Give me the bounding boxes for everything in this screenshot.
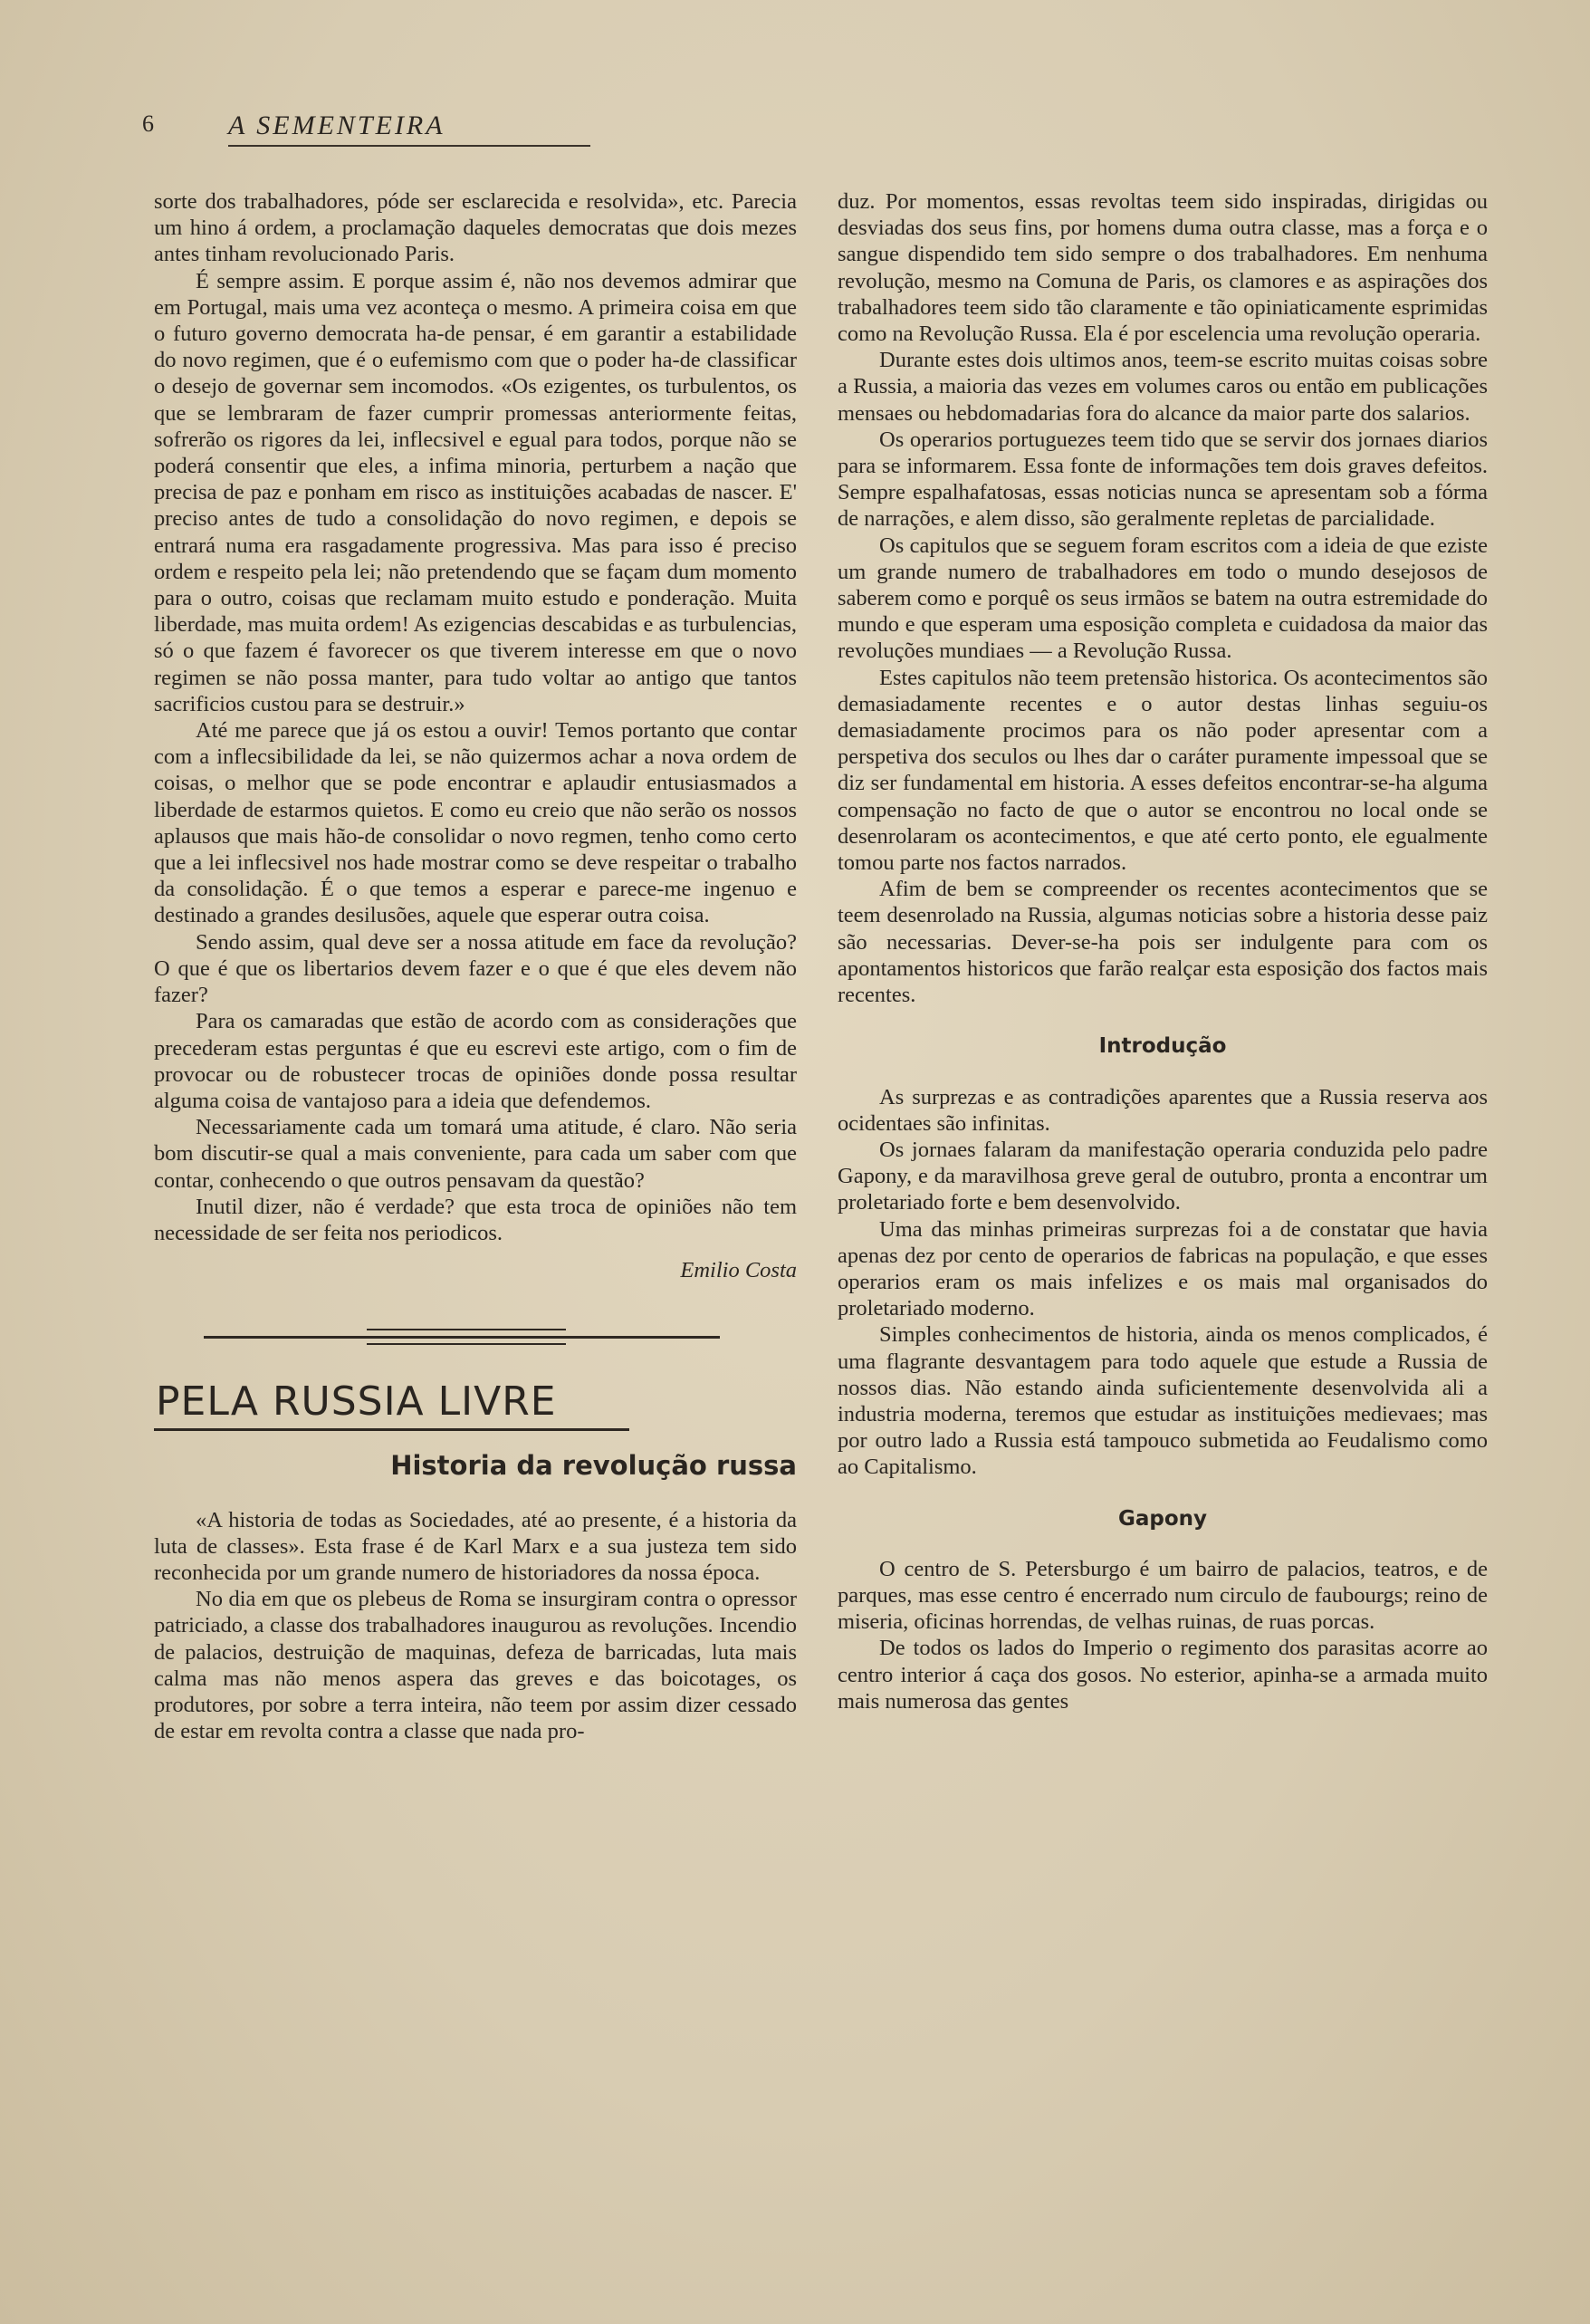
header-rule xyxy=(228,145,590,147)
paragraph: sorte dos trabalhadores, póde ser esclarecida e resolvida», etc. Parecia um hino á ordem, a proclamação daqueles democratas que dois mezes antes tinham revolucionado Paris. xyxy=(154,189,797,267)
paragraph: Inutil dizer, não é verdade? que esta troca de opiniões não tem necessidade de ser feita nos periodicos. xyxy=(154,1194,797,1245)
paragraph: É sempre assim. E porque assim é, não nos devemos admirar que em Portugal, mais uma vez aconteça o mesmo. A primeira coisa em que o futuro governo democrata ha-de pensar, é em garantir a estabilidade do novo regimen, que é o eufemismo com que o poder ha-de classificar o desejo de governar sem incomodos. «Os ezigentes, os turbulentos, os que se lembraram de fazer cumprir promessas anteriormente feitas, sofrerão os rigores da lei, inflecsivel e egual para todos, porque não se poderá consentir que eles, a infima minoria, perturbem a nação que precisa de paz e ponham em risco as instituições acabadas de nascer. E' preciso antes de tudo a consolidação do novo regimen, e depois se entrará numa era rasgadamente progressiva. Mas para isso é preciso ordem e respeito pela lei; não pretendendo que se façam dum momento para o outro, coisas que reclamam muito estudo e ponderação. Muita liberdade, mas muita ordem! As ezigencias descabidas e as turbulencias, só o que fazem é favorecer os que tiverem interesse em que o novo regimen se não possa manter, para tudo voltar ao antigo que tantos sacrificios custou para se destruir.» xyxy=(154,268,797,716)
paragraph: Até me parece que já os estou a ouvir! Temos portanto que contar com a inflecsibilidade da lei, se não quizermos achar a nova ordem de coisas, o melhor que se pode encontrar e aplaudir entusiasmados a liberdade de estarmos quietos. E como eu creio que não serão os nossos aplausos que mais hão-de consolidar o novo regmen, tenho como certo que a lei inflecsivel nos hade mostrar como se deve respeitar o trabalho da consolidação. É o que temos a esperar e parece-me ingenuo e destinado a grandes desilusões, aquele que esperar outra coisa. xyxy=(154,718,797,928)
paragraph: Uma das minhas primeiras surprezas foi a de constatar que havia apenas dez por cento de operarios de fabricas na população, e que esses operarios eram os mais infelizes e os mais mal organisados do proletariado moderno. xyxy=(838,1216,1488,1321)
author-signature: Emilio Costa xyxy=(680,1258,797,1283)
divider-rule xyxy=(367,1343,566,1345)
section-title-rule xyxy=(154,1428,629,1431)
section-subtitle: Historia da revolução russa xyxy=(390,1450,797,1482)
paragraph: Estes capitulos não teem pretensão historica. Os acontecimentos são demasiadamente recentes e o autor destas linhas seguiu-os demasiadamente procimos para os não poder apresentar com a perspetiva dos seculos ou lhes dar o caráter puramente impessoal que se diz ser fundamental em historia. A esses defeitos encontrar-se-ha alguma compensação no facto de que o autor se encontrou no local onde se desenrolaram os acontecimentos, e que até certo ponto, ele egualmente tomou parte nos factos narrados. xyxy=(838,665,1488,876)
divider-rule xyxy=(367,1329,566,1330)
left-column xyxy=(154,188,797,1744)
paragraph: duz. Por momentos, essas revoltas teem sido inspiradas, dirigidas ou desviadas dos seus fins, por homens duma outra classe, mas a força e o sangue dispendido tem sido sempre o dos trabalhadores. Em nenhuma revolução, mesmo na Comuna de Paris, os clamores e as aspirações dos trabalhadores teem sido tão claramente e tão opiniaticamente esprimidas como na Revolução Russa. Ela é por escelencia uma revolução operaria. xyxy=(838,189,1488,347)
page-header xyxy=(142,110,957,156)
right-column xyxy=(838,188,1488,1714)
divider-rule xyxy=(204,1336,720,1339)
subheading-introducao: Introdução xyxy=(1098,1034,1227,1059)
paragraph: Os capitulos que se seguem foram escritos com a ideia de que eziste um grande numero de trabalhadores em todo o mundo desejosos de saberem como e porquê os seus irmãos se batem na outra estremidade do mundo e que esperam uma esposição completa e cuidadosa da maior das revoluções mundiaes — a Revolução Russa. xyxy=(838,533,1488,664)
paragraph: Simples conhecimentos de historia, ainda os menos complicados, é uma flagrante desvantagem para todo aquele que estude a Russia de nossos dias. Não estando ainda suficientemente desenvolvida ali a industria moderna, teremos que estudar as instituições medievaes; mas por outro lado a Russia está tampouco submetida ao Feudalismo como ao Capitalismo. xyxy=(838,1322,1488,1480)
paragraph: De todos os lados do Imperio o regimento dos parasitas acorre ao centro interior á caça dos gosos. No esterior, apinha-se a armada muito mais numerosa das gentes xyxy=(838,1636,1488,1714)
subheading-gapony: Gapony xyxy=(1117,1506,1208,1531)
paragraph: Afim de bem se compreender os recentes acontecimentos que se teem desenrolado na Russia, algumas noticias sobre a historia desse paiz são necessarias. Dever-se-ha pois ser indulgente para com os apontamentos historicos que farão realçar esta esposição dos factos mais recentes. xyxy=(838,877,1488,1008)
section-title: PELA RUSSIA LIVRE xyxy=(156,1378,557,1426)
section-divider xyxy=(154,1301,797,1356)
page-number: 6 xyxy=(142,110,154,137)
paragraph: «A historia de todas as Sociedades, até ao presente, é a historia da luta de classes». Esta frase é de Karl Marx e a sua justeza tem sido reconhecida por um grande numero de historiadores da nossa época. xyxy=(154,1507,797,1585)
paragraph: Necessariamente cada um tomará uma atitude, é claro. Não seria bom discutir-se qual a mais conveniente, para cada um saber com que contar, conhecendo o que outros pensavam da questão? xyxy=(154,1115,797,1193)
paragraph: Sendo assim, qual deve ser a nossa atitude em face da revolução? O que é que os libertarios devem fazer e o que é que eles devem não fazer? xyxy=(154,929,797,1008)
paragraph: Para os camaradas que estão de acordo com as considerações que precederam estas perguntas é que eu escrevi este artigo, com o fim de provocar ou de robustecer trocas de opiniões donde possa resultar alguma coisa de vantajoso para a ideia que defendemos. xyxy=(154,1009,797,1113)
paragraph: As surprezas e as contradições aparentes que a Russia reserva aos ocidentaes são infinitas. xyxy=(838,1084,1488,1136)
paragraph: Os operarios portuguezes teem tido que se servir dos jornaes diarios para se informarem. Essa fonte de informações tem dois graves defeitos. Sempre espalhafatosas, essas noticias nunca se apresentam sob a fórma de narrações, e alem disso, são geralmente repletas de parcialidade. xyxy=(838,427,1488,532)
paragraph: O centro de S. Petersburgo é um bairro de palacios, teatros, e de parques, mas esse centro é encerrado num circulo de faubourgs; reino de miseria, oficinas horrendas, de velhas ruinas, de ruas porcas. xyxy=(838,1556,1488,1635)
paragraph: No dia em que os plebeus de Roma se insurgiram contra o opressor patriciado, a classe dos trabalhadores inaugurou as revoluções. Incendio de palacios, destruição de maquinas, defeza de barricadas, luta mais calma mas não menos aspera das greves e das boicotages, os produtores, por sobre a terra inteira, não teem por assim dizer cessado de estar em revolta contra a classe que nada pro- xyxy=(154,1587,797,1744)
paragraph: Os jornaes falaram da manifestação operaria conduzida pelo padre Gapony, e da maravilhosa greve geral de outubro, pronta a encontrar um proletariado forte e bem desenvolvido. xyxy=(838,1137,1488,1215)
publication-title: A SEMENTEIRA xyxy=(228,110,445,140)
paragraph: Durante estes dois ultimos anos, teem-se escrito muitas coisas sobre a Russia, a maioria das vezes em volumes caros ou então em publicações mensaes ou hebdomadarias fora do alcance da maior parte dos salarios. xyxy=(838,348,1488,426)
